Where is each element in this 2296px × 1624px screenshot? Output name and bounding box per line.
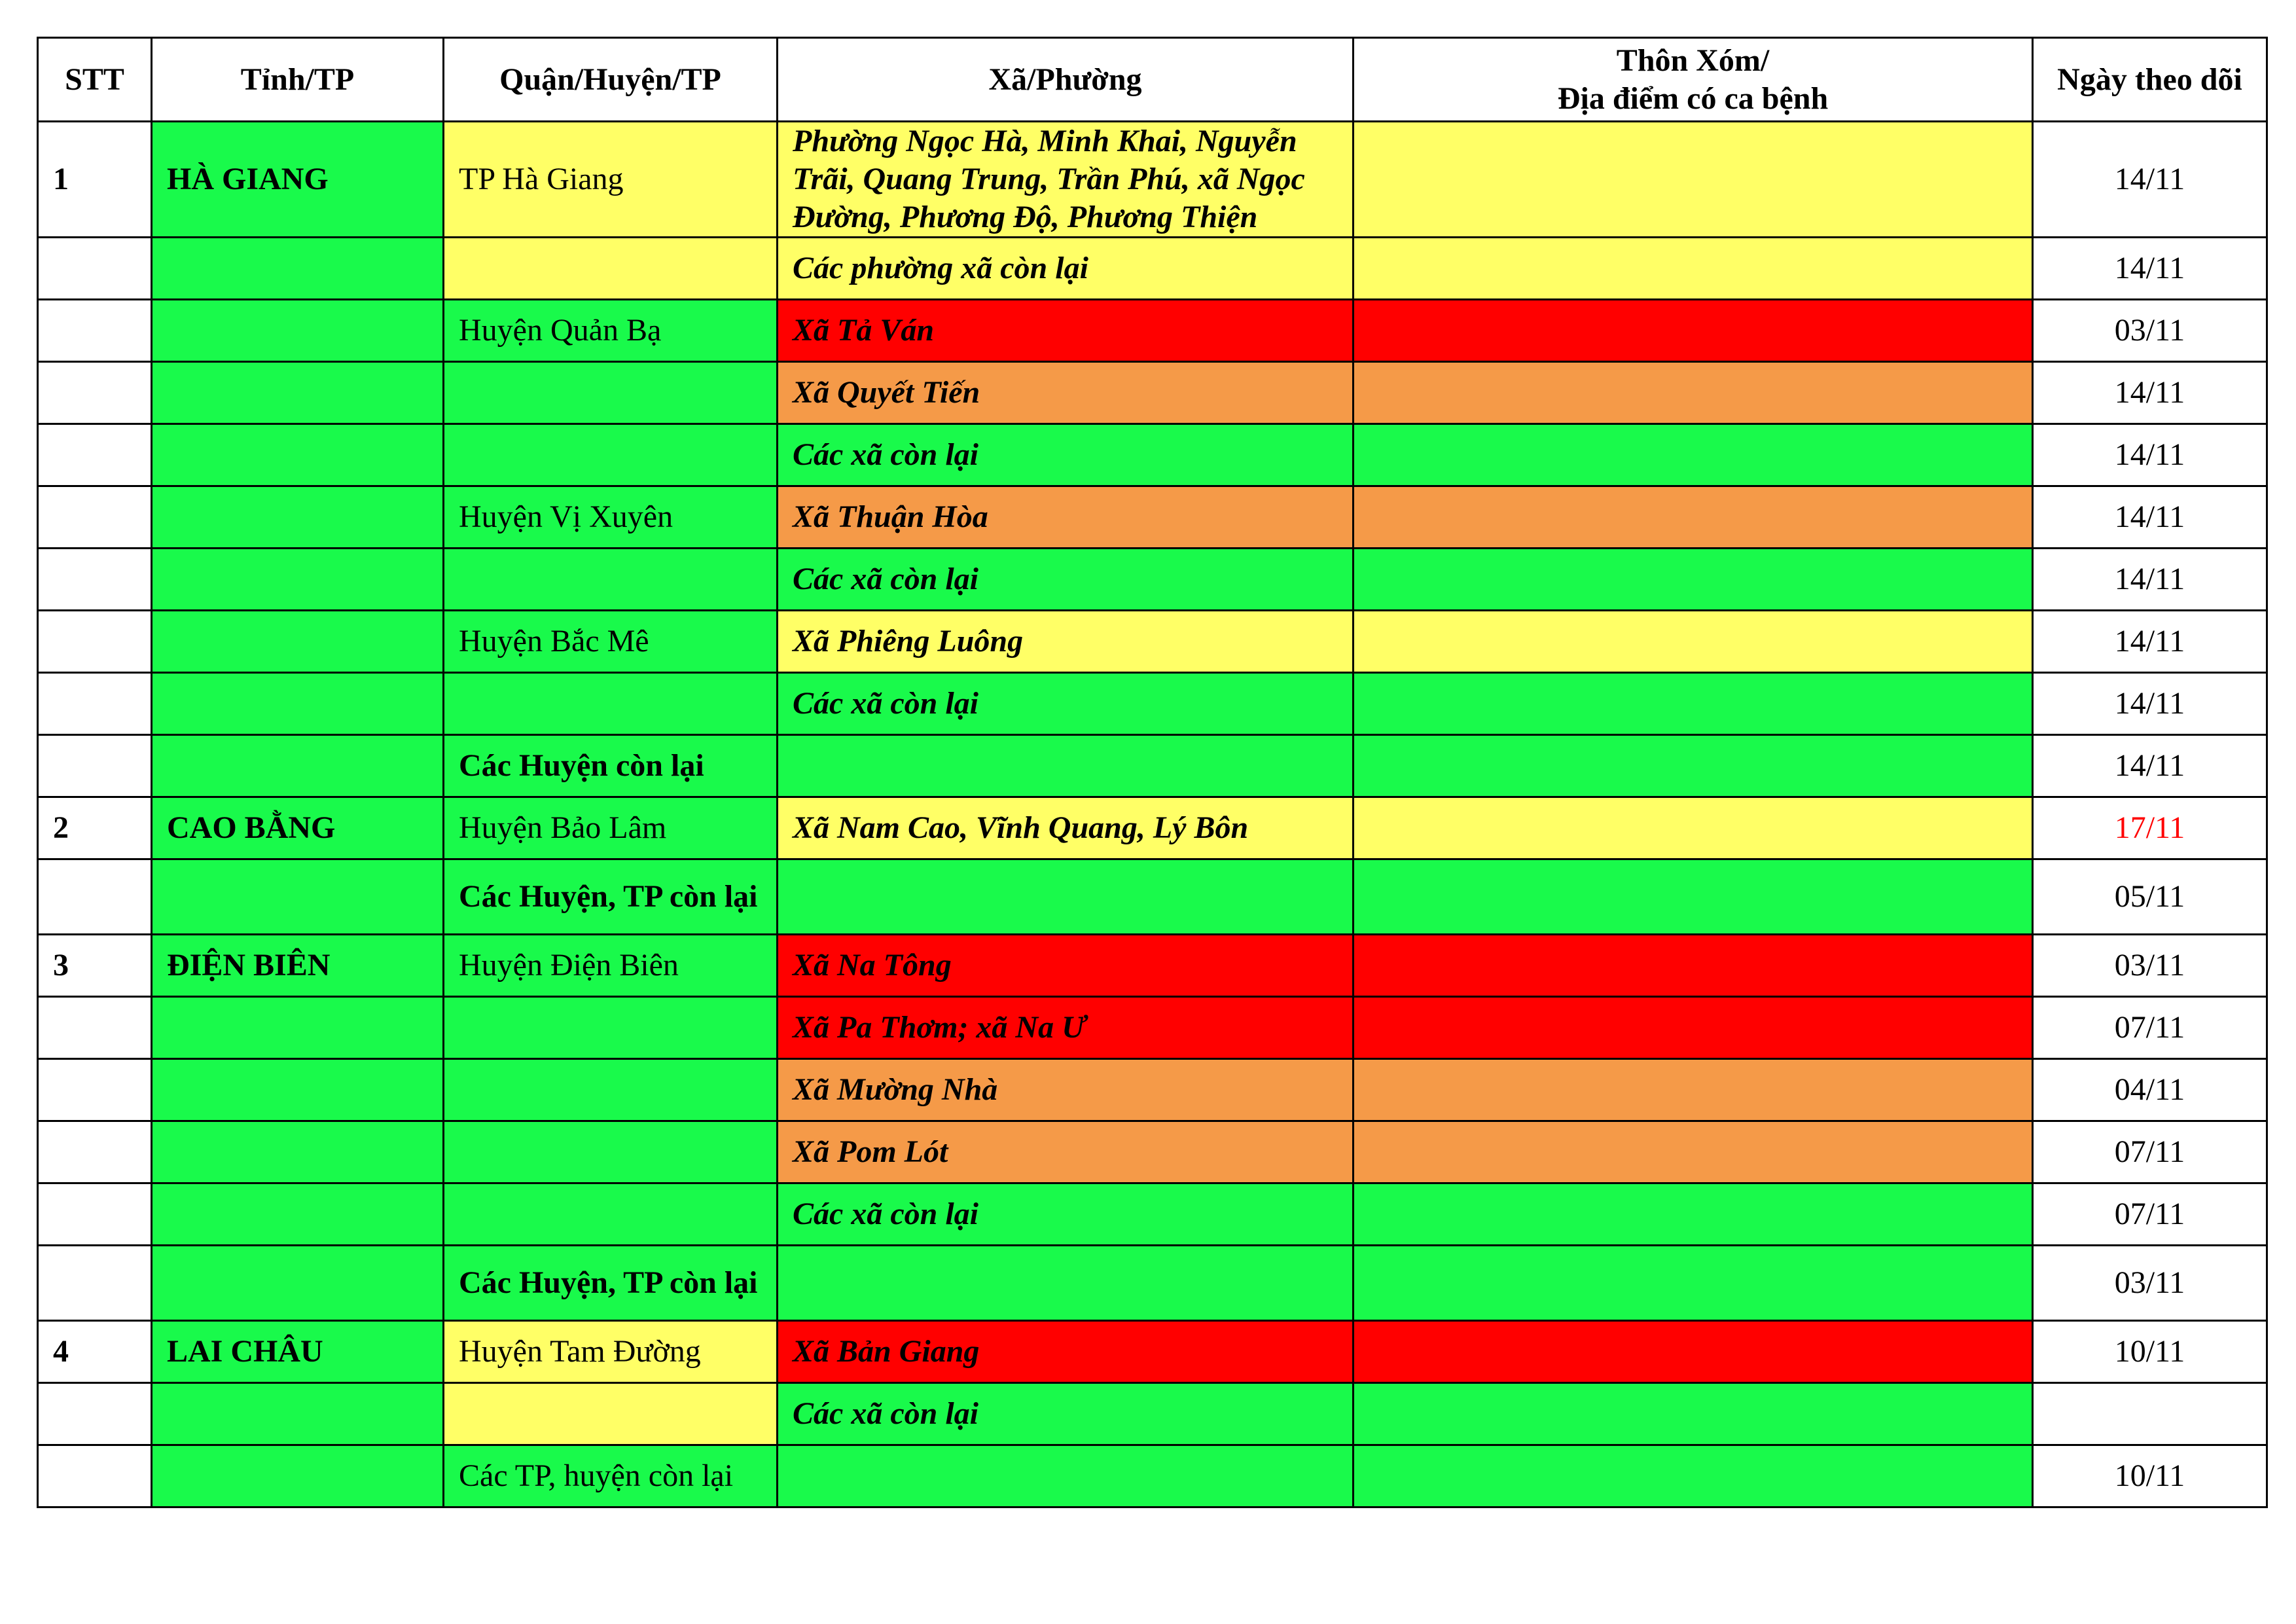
cell-tinh	[152, 549, 444, 611]
cell-xa	[778, 735, 1354, 797]
cell-tinh	[152, 424, 444, 486]
header-thon	[1354, 38, 2033, 122]
cell-xa: Xã Quyết Tiến	[778, 362, 1354, 424]
cell-stt	[38, 238, 152, 300]
cell-stt	[38, 424, 152, 486]
table-row	[38, 997, 2267, 1059]
header-tinh: Tỉnh/TP	[152, 38, 444, 122]
cell-stt	[38, 486, 152, 549]
cell-tinh	[152, 611, 444, 673]
cell-tinh	[152, 997, 444, 1059]
cell-tinh	[152, 735, 444, 797]
cell-huyen: Các TP, huyện còn lại	[444, 1445, 778, 1507]
cell-tinh: CAO BẰNG	[152, 797, 444, 859]
cell-xa: Phường Ngọc Hà, Minh Khai, Nguyễn Trãi, Quang Trung, Trần Phú, xã Ngọc Đường, Phương Độ, Phương Thiện	[778, 122, 1354, 238]
cell-thon	[1354, 424, 2033, 486]
cell-xa: Xã Thuận Hòa	[778, 486, 1354, 549]
header-row	[38, 38, 2267, 122]
cell-ngay: 07/11	[2033, 997, 2267, 1059]
cell-huyen	[444, 1383, 778, 1445]
cell-huyen: Huyện Bảo Lâm	[444, 797, 778, 859]
cell-thon	[1354, 1383, 2033, 1445]
table-row	[38, 859, 2267, 935]
cell-huyen: Các Huyện, TP còn lại	[444, 859, 778, 935]
cell-xa: Xã Pom Lót	[778, 1121, 1354, 1183]
cell-stt	[38, 1059, 152, 1121]
header-stt: STT	[38, 38, 152, 122]
cell-xa	[778, 1246, 1354, 1321]
cell-xa: Các xã còn lại	[778, 549, 1354, 611]
cell-tinh	[152, 1183, 444, 1246]
cell-tinh	[152, 673, 444, 735]
cell-thon	[1354, 935, 2033, 997]
cell-huyen	[444, 1183, 778, 1246]
cell-huyen	[444, 424, 778, 486]
cell-huyen	[444, 362, 778, 424]
table-row	[38, 1321, 2267, 1383]
table-row	[38, 549, 2267, 611]
cell-ngay: 14/11	[2033, 362, 2267, 424]
cell-stt	[38, 1383, 152, 1445]
table-row	[38, 1246, 2267, 1321]
cell-stt	[38, 362, 152, 424]
table-row	[38, 611, 2267, 673]
cell-stt	[38, 1445, 152, 1507]
table-row	[38, 362, 2267, 424]
cell-ngay: 03/11	[2033, 935, 2267, 997]
cell-thon	[1354, 735, 2033, 797]
cell-stt	[38, 1183, 152, 1246]
table-row	[38, 1383, 2267, 1445]
cell-ngay: 14/11	[2033, 735, 2267, 797]
cell-stt	[38, 673, 152, 735]
cell-stt	[38, 1121, 152, 1183]
cell-tinh	[152, 300, 444, 362]
header-thon-line1: Thôn Xóm/	[1616, 43, 1770, 78]
cell-tinh	[152, 1246, 444, 1321]
cell-huyen: Huyện Vị Xuyên	[444, 486, 778, 549]
cell-xa: Xã Mường Nhà	[778, 1059, 1354, 1121]
header-xa: Xã/Phường	[778, 38, 1354, 122]
cell-ngay: 10/11	[2033, 1321, 2267, 1383]
table-row	[38, 797, 2267, 859]
cell-ngay: 07/11	[2033, 1183, 2267, 1246]
cell-thon	[1354, 797, 2033, 859]
cell-xa: Các xã còn lại	[778, 673, 1354, 735]
cell-huyen: TP Hà Giang	[444, 122, 778, 238]
cell-thon	[1354, 611, 2033, 673]
cell-stt: 1	[38, 122, 152, 238]
cell-xa	[778, 859, 1354, 935]
cell-thon	[1354, 238, 2033, 300]
cell-stt: 3	[38, 935, 152, 997]
cell-xa: Các phường xã còn lại	[778, 238, 1354, 300]
table-row	[38, 1059, 2267, 1121]
cell-thon	[1354, 1121, 2033, 1183]
table-row	[38, 673, 2267, 735]
cell-xa: Xã Bản Giang	[778, 1321, 1354, 1383]
cell-huyen	[444, 549, 778, 611]
cell-tinh: LAI CHÂU	[152, 1321, 444, 1383]
cell-tinh: ĐIỆN BIÊN	[152, 935, 444, 997]
header-huyen: Quận/Huyện/TP	[444, 38, 778, 122]
cell-ngay: 14/11	[2033, 673, 2267, 735]
cell-tinh	[152, 362, 444, 424]
cell-thon	[1354, 486, 2033, 549]
cell-thon	[1354, 1445, 2033, 1507]
cell-thon	[1354, 362, 2033, 424]
cell-thon	[1354, 1321, 2033, 1383]
header-thon-line2: Địa điểm có ca bệnh	[1557, 81, 1829, 116]
cell-ngay: 14/11	[2033, 611, 2267, 673]
cell-xa: Xã Nam Cao, Vĩnh Quang, Lý Bôn	[778, 797, 1354, 859]
cell-huyen	[444, 997, 778, 1059]
cell-ngay: 14/11	[2033, 549, 2267, 611]
cell-huyen	[444, 673, 778, 735]
cell-huyen	[444, 1121, 778, 1183]
cell-thon	[1354, 997, 2033, 1059]
cell-huyen: Huyện Điện Biên	[444, 935, 778, 997]
cell-xa: Các xã còn lại	[778, 424, 1354, 486]
cell-thon	[1354, 549, 2033, 611]
cell-tinh	[152, 238, 444, 300]
cell-ngay: 14/11	[2033, 238, 2267, 300]
table-row	[38, 122, 2267, 238]
cell-xa: Xã Pa Thơm; xã Na Ư	[778, 997, 1354, 1059]
cell-huyen: Huyện Tam Đường	[444, 1321, 778, 1383]
cell-ngay: 03/11	[2033, 300, 2267, 362]
cell-thon	[1354, 122, 2033, 238]
header-ngay: Ngày theo dõi	[2033, 38, 2267, 122]
cell-stt	[38, 549, 152, 611]
cell-huyen	[444, 1059, 778, 1121]
cell-tinh	[152, 1059, 444, 1121]
cell-tinh	[152, 1121, 444, 1183]
risk-table	[37, 37, 2268, 1508]
table-row	[38, 1121, 2267, 1183]
cell-ngay: 17/11	[2033, 797, 2267, 859]
cell-xa: Các xã còn lại	[778, 1383, 1354, 1445]
cell-stt	[38, 859, 152, 935]
cell-ngay: 03/11	[2033, 1246, 2267, 1321]
cell-ngay: 14/11	[2033, 486, 2267, 549]
cell-xa	[778, 1445, 1354, 1507]
table-row	[38, 486, 2267, 549]
table-row	[38, 1445, 2267, 1507]
cell-xa: Xã Phiêng Luông	[778, 611, 1354, 673]
cell-ngay: 07/11	[2033, 1121, 2267, 1183]
table-row	[38, 1183, 2267, 1246]
cell-ngay: 10/11	[2033, 1445, 2267, 1507]
cell-tinh	[152, 486, 444, 549]
cell-stt	[38, 1246, 152, 1321]
cell-tinh	[152, 859, 444, 935]
table-row	[38, 935, 2267, 997]
cell-stt	[38, 997, 152, 1059]
table-row	[38, 238, 2267, 300]
cell-thon	[1354, 859, 2033, 935]
cell-thon	[1354, 1059, 2033, 1121]
cell-huyen: Các Huyện, TP còn lại	[444, 1246, 778, 1321]
cell-tinh: HÀ GIANG	[152, 122, 444, 238]
cell-stt	[38, 735, 152, 797]
cell-thon	[1354, 673, 2033, 735]
cell-huyen	[444, 238, 778, 300]
table-row	[38, 735, 2267, 797]
cell-stt: 2	[38, 797, 152, 859]
cell-ngay	[2033, 1383, 2267, 1445]
cell-ngay: 05/11	[2033, 859, 2267, 935]
cell-thon	[1354, 300, 2033, 362]
cell-xa: Các xã còn lại	[778, 1183, 1354, 1246]
cell-xa: Xã Tả Ván	[778, 300, 1354, 362]
cell-ngay: 04/11	[2033, 1059, 2267, 1121]
cell-huyen: Các Huyện còn lại	[444, 735, 778, 797]
cell-ngay: 14/11	[2033, 122, 2267, 238]
cell-ngay: 14/11	[2033, 424, 2267, 486]
cell-huyen: Huyện Bắc Mê	[444, 611, 778, 673]
cell-stt: 4	[38, 1321, 152, 1383]
cell-tinh	[152, 1383, 444, 1445]
cell-huyen: Huyện Quản Bạ	[444, 300, 778, 362]
cell-thon	[1354, 1183, 2033, 1246]
cell-stt	[38, 300, 152, 362]
table-row	[38, 424, 2267, 486]
cell-xa: Xã Na Tông	[778, 935, 1354, 997]
cell-thon	[1354, 1246, 2033, 1321]
table-row	[38, 300, 2267, 362]
table-body	[38, 122, 2267, 1507]
cell-tinh	[152, 1445, 444, 1507]
cell-stt	[38, 611, 152, 673]
